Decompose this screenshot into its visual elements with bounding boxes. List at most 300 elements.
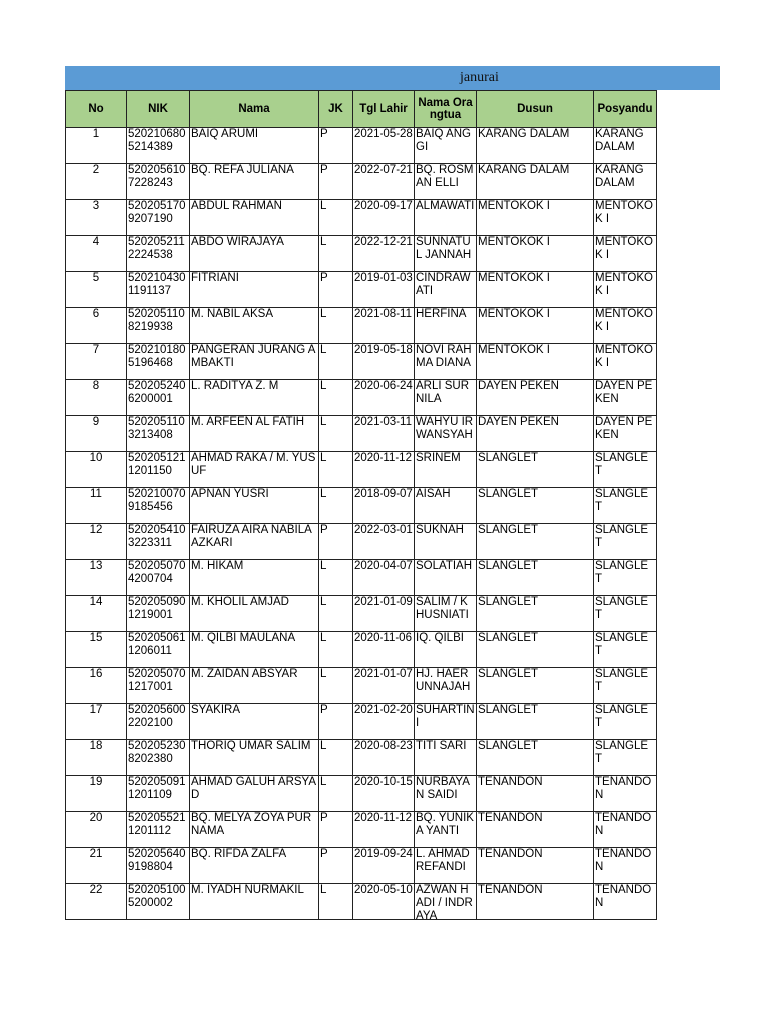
cell-nik-text: 5202056107228243 — [128, 164, 186, 189]
cell-nama-orangtua-text: CINDRAWATI — [416, 272, 471, 297]
col-header-posyandu[interactable]: Posyandu — [594, 91, 657, 128]
cell-posyandu-text: SLANGLET — [595, 668, 649, 693]
cell-tgl-lahir-text: 2021-05-28 — [354, 128, 413, 140]
cell-nama-text: THORIQ UMAR SALIM — [191, 740, 311, 752]
cell-tgl-lahir-text: 2020-05-10 — [354, 884, 413, 896]
cell-jk-text: L — [320, 560, 327, 572]
cell-tgl-lahir[interactable] — [353, 128, 415, 164]
cell-tgl-lahir[interactable] — [353, 200, 415, 236]
cell-posyandu[interactable] — [594, 668, 657, 704]
cell-jk[interactable] — [319, 452, 353, 488]
cell-jk[interactable] — [319, 560, 353, 596]
cell-posyandu[interactable] — [594, 164, 657, 200]
cell-dusun-text: MENTOKOK I — [478, 308, 550, 320]
cell-tgl-lahir[interactable] — [353, 848, 415, 884]
cell-jk-text: L — [320, 344, 327, 356]
cell-jk[interactable] — [319, 884, 353, 920]
cell-posyandu[interactable] — [594, 380, 657, 416]
cell-posyandu[interactable] — [594, 416, 657, 452]
cell-jk-text: L — [320, 452, 327, 464]
cell-nama[interactable] — [190, 488, 319, 524]
cell-jk[interactable] — [319, 596, 353, 632]
cell-nik-text: 5202104301191137 — [128, 272, 186, 297]
cell-posyandu[interactable] — [594, 632, 657, 668]
cell-dusun[interactable] — [477, 344, 594, 380]
cell-dusun[interactable] — [477, 776, 594, 812]
cell-tgl-lahir[interactable] — [353, 416, 415, 452]
cell-jk[interactable] — [319, 812, 353, 848]
cell-jk[interactable] — [319, 704, 353, 740]
cell-no[interactable] — [66, 632, 127, 668]
cell-no-text: 6 — [92, 308, 100, 320]
table-row — [66, 560, 657, 596]
cell-tgl-lahir-text: 2020-06-24 — [354, 380, 413, 392]
cell-nik-text: 5202050704200704 — [128, 560, 186, 585]
cell-dusun-text: SLANGLET — [478, 596, 539, 608]
cell-posyandu-text: TENANDON — [595, 812, 652, 837]
cell-tgl-lahir[interactable] — [353, 308, 415, 344]
cell-nik[interactable] — [127, 596, 190, 632]
cell-nik[interactable] — [127, 272, 190, 308]
cell-nik-text: 5202106805214389 — [128, 128, 186, 153]
cell-tgl-lahir-text: 2019-01-03 — [354, 272, 413, 284]
cell-no[interactable] — [66, 416, 127, 452]
cell-dusun[interactable] — [477, 380, 594, 416]
cell-posyandu-text: SLANGLET — [595, 740, 649, 765]
cell-jk[interactable] — [319, 524, 353, 560]
cell-posyandu[interactable] — [594, 812, 657, 848]
cell-nama-orangtua[interactable] — [415, 560, 477, 596]
cell-tgl-lahir-text: 2021-01-09 — [354, 596, 413, 608]
cell-jk[interactable] — [319, 416, 353, 452]
cell-nik-text: 5202101805196468 — [128, 344, 186, 369]
cell-no-text: 20 — [89, 812, 103, 824]
cell-nik[interactable] — [127, 632, 190, 668]
cell-dusun-text: MENTOKOK I — [478, 200, 550, 212]
table-row — [66, 632, 657, 668]
cell-dusun[interactable] — [477, 632, 594, 668]
cell-dusun-text: SLANGLET — [478, 632, 539, 644]
cell-no-text: 10 — [89, 452, 103, 464]
cell-nama-orangtua[interactable] — [415, 164, 477, 200]
cell-nik[interactable] — [127, 488, 190, 524]
cell-tgl-lahir-text: 2019-09-24 — [354, 848, 413, 860]
cell-posyandu[interactable] — [594, 344, 657, 380]
cell-nama[interactable] — [190, 164, 319, 200]
cell-no-text: 18 — [89, 740, 103, 752]
cell-nik[interactable] — [127, 236, 190, 272]
cell-dusun-text: SLANGLET — [478, 668, 539, 680]
cell-nama-orangtua-text: SUNNATUL JANNAH — [416, 236, 472, 261]
cell-nik[interactable] — [127, 884, 190, 920]
cell-nama-text: M. HIKAM — [191, 560, 244, 572]
cell-posyandu[interactable] — [594, 524, 657, 560]
cell-dusun[interactable] — [477, 524, 594, 560]
cell-jk[interactable] — [319, 668, 353, 704]
cell-tgl-lahir[interactable] — [353, 236, 415, 272]
cell-nama-orangtua[interactable] — [415, 416, 477, 452]
cell-tgl-lahir[interactable] — [353, 884, 415, 920]
cell-nik-text: 5202055211201112 — [128, 812, 186, 837]
cell-no-text: 13 — [89, 560, 103, 572]
table-row — [66, 236, 657, 272]
cell-jk-text: P — [320, 812, 328, 824]
cell-nik[interactable] — [127, 380, 190, 416]
cell-nama[interactable] — [190, 776, 319, 812]
cell-nama-text: AHMAD GALUH ARSYAD — [191, 776, 317, 801]
cell-posyandu[interactable] — [594, 848, 657, 884]
cell-tgl-lahir[interactable] — [353, 452, 415, 488]
cell-jk[interactable] — [319, 776, 353, 812]
col-header-nama[interactable]: Nama — [190, 91, 319, 128]
sheet-title: janurai — [460, 70, 499, 85]
cell-nama-orangtua[interactable] — [415, 308, 477, 344]
cell-posyandu[interactable] — [594, 704, 657, 740]
cell-no[interactable] — [66, 524, 127, 560]
cell-jk-text: L — [320, 740, 327, 752]
cell-dusun-text: TENANDON — [478, 848, 543, 860]
cell-posyandu-text: SLANGLET — [595, 488, 649, 513]
cell-posyandu[interactable] — [594, 596, 657, 632]
cell-no[interactable] — [66, 308, 127, 344]
cell-nama-text: FAIRUZA AIRA NABILA AZKARI — [191, 524, 312, 549]
cell-no[interactable] — [66, 128, 127, 164]
cell-nik[interactable] — [127, 812, 190, 848]
cell-jk-text: P — [320, 164, 328, 176]
cell-nama-orangtua[interactable] — [415, 884, 477, 920]
cell-jk[interactable] — [319, 344, 353, 380]
cell-nama-orangtua[interactable] — [415, 596, 477, 632]
cell-no[interactable] — [66, 848, 127, 884]
cell-jk[interactable] — [319, 308, 353, 344]
cell-no[interactable] — [66, 272, 127, 308]
cell-nama-orangtua[interactable] — [415, 488, 477, 524]
cell-nama-orangtua-text: ALMAWATI — [416, 200, 475, 212]
cell-tgl-lahir[interactable] — [353, 812, 415, 848]
cell-tgl-lahir[interactable] — [353, 272, 415, 308]
cell-nama[interactable] — [190, 380, 319, 416]
cell-nama[interactable] — [190, 812, 319, 848]
cell-nama[interactable] — [190, 704, 319, 740]
cell-dusun-text: SLANGLET — [478, 524, 539, 536]
cell-dusun[interactable] — [477, 812, 594, 848]
cell-dusun[interactable] — [477, 740, 594, 776]
cell-no[interactable] — [66, 812, 127, 848]
cell-nama-text: M. ZAIDAN ABSYAR — [191, 668, 298, 680]
cell-no[interactable] — [66, 884, 127, 920]
col-header-dusun[interactable]: Dusun — [477, 91, 594, 128]
cell-nik[interactable] — [127, 668, 190, 704]
table-row — [66, 308, 657, 344]
cell-nama[interactable] — [190, 740, 319, 776]
cell-nik[interactable] — [127, 452, 190, 488]
cell-nama[interactable] — [190, 884, 319, 920]
cell-posyandu[interactable] — [594, 776, 657, 812]
cell-no[interactable] — [66, 488, 127, 524]
cell-tgl-lahir-text: 2022-03-01 — [354, 524, 413, 536]
cell-nama[interactable] — [190, 560, 319, 596]
cell-dusun-text: MENTOKOK I — [478, 344, 550, 356]
cell-nama-orangtua-text: SUKNAH — [416, 524, 464, 536]
cell-no[interactable] — [66, 776, 127, 812]
cell-nik-text: 5202056002202100 — [128, 704, 186, 729]
cell-nama-orangtua[interactable] — [415, 128, 477, 164]
table-row — [66, 524, 657, 560]
cell-dusun[interactable] — [477, 200, 594, 236]
cell-nama-text: BQ. MELYA ZOYA PURNAMA — [191, 812, 312, 837]
cell-nama-orangtua[interactable] — [415, 380, 477, 416]
cell-posyandu[interactable] — [594, 452, 657, 488]
cell-no[interactable] — [66, 704, 127, 740]
cell-nik[interactable] — [127, 848, 190, 884]
cell-nama-orangtua[interactable] — [415, 740, 477, 776]
cell-jk-text: P — [320, 272, 328, 284]
cell-nama[interactable] — [190, 308, 319, 344]
cell-tgl-lahir-text: 2018-09-07 — [354, 488, 413, 500]
cell-nik-text: 5202051103213408 — [128, 416, 185, 441]
cell-nama-orangtua-text: SALIM / KHUSNIATI — [416, 596, 469, 621]
cell-jk[interactable] — [319, 380, 353, 416]
cell-dusun[interactable] — [477, 488, 594, 524]
cell-no[interactable] — [66, 236, 127, 272]
cell-nama-orangtua[interactable] — [415, 776, 477, 812]
cell-nama-orangtua[interactable] — [415, 848, 477, 884]
cell-nama-orangtua-text: BQ. ROSMAN ELLI — [416, 164, 474, 189]
cell-nama[interactable] — [190, 272, 319, 308]
cell-dusun[interactable] — [477, 272, 594, 308]
cell-nik[interactable] — [127, 416, 190, 452]
cell-jk-text: P — [320, 704, 328, 716]
cell-nama-orangtua[interactable] — [415, 704, 477, 740]
cell-tgl-lahir[interactable] — [353, 380, 415, 416]
cell-nik-text: 5202052308202380 — [128, 740, 186, 765]
cell-no[interactable] — [66, 596, 127, 632]
cell-nama-orangtua[interactable] — [415, 632, 477, 668]
cell-nama-orangtua-text: L. AHMAD REFANDI — [416, 848, 470, 873]
cell-nama-text: ABDUL RAHMAN — [191, 200, 282, 212]
cell-nik[interactable] — [127, 776, 190, 812]
cell-jk[interactable] — [319, 200, 353, 236]
col-header-jk[interactable]: JK — [319, 91, 353, 128]
cell-nama-text: L. RADITYA Z. M — [191, 380, 279, 392]
cell-jk-text: P — [320, 848, 328, 860]
cell-nik[interactable] — [127, 524, 190, 560]
cell-nik-text: 5202051211201150 — [128, 452, 186, 477]
cell-tgl-lahir-text: 2020-10-15 — [354, 776, 413, 788]
cell-dusun-text: TENANDON — [478, 884, 543, 896]
cell-posyandu-text: MENTOKOK I — [595, 308, 653, 333]
cell-nik-text: 5202050611206011 — [128, 632, 186, 657]
cell-tgl-lahir-text: 2022-12-21 — [354, 236, 413, 248]
cell-dusun[interactable] — [477, 848, 594, 884]
cell-no-text: 9 — [92, 416, 100, 428]
cell-jk-text: L — [320, 236, 327, 248]
cell-nama[interactable] — [190, 596, 319, 632]
cell-dusun[interactable] — [477, 560, 594, 596]
cell-no[interactable] — [66, 560, 127, 596]
cell-tgl-lahir[interactable] — [353, 344, 415, 380]
cell-posyandu-text: SLANGLET — [595, 524, 649, 549]
cell-jk[interactable] — [319, 164, 353, 200]
cell-tgl-lahir-text: 2022-07-21 — [354, 164, 413, 176]
cell-nama-orangtua[interactable] — [415, 344, 477, 380]
table-row — [66, 416, 657, 452]
cell-dusun-text: MENTOKOK I — [478, 236, 550, 248]
table-row — [66, 596, 657, 632]
cell-nama[interactable] — [190, 236, 319, 272]
cell-nama-orangtua[interactable] — [415, 272, 477, 308]
cell-no-text: 4 — [92, 236, 100, 248]
cell-no-text: 15 — [89, 632, 103, 644]
cell-nama-orangtua-text: WAHYU IRWANSYAH — [416, 416, 474, 441]
cell-dusun[interactable] — [477, 416, 594, 452]
cell-nama-orangtua[interactable] — [415, 524, 477, 560]
col-header-tgl-lahir[interactable]: Tgl Lahir — [353, 91, 415, 128]
cell-dusun[interactable] — [477, 704, 594, 740]
cell-tgl-lahir[interactable] — [353, 668, 415, 704]
cell-tgl-lahir-text: 2019-05-18 — [354, 344, 413, 356]
cell-nik[interactable] — [127, 740, 190, 776]
cell-jk-text: L — [320, 200, 327, 212]
cell-nama[interactable] — [190, 452, 319, 488]
cell-no[interactable] — [66, 344, 127, 380]
cell-nama[interactable] — [190, 344, 319, 380]
cell-jk[interactable] — [319, 740, 353, 776]
cell-jk[interactable] — [319, 272, 353, 308]
cell-tgl-lahir-text: 2020-04-07 — [354, 560, 413, 572]
cell-nama-orangtua[interactable] — [415, 452, 477, 488]
cell-jk[interactable] — [319, 632, 353, 668]
cell-nama[interactable] — [190, 416, 319, 452]
cell-nik[interactable] — [127, 704, 190, 740]
col-header-nama-orangtua[interactable]: Nama Orangtua — [415, 91, 477, 128]
cell-posyandu[interactable] — [594, 488, 657, 524]
cell-dusun-text: DAYEN PEKEN — [478, 416, 559, 428]
cell-tgl-lahir[interactable] — [353, 704, 415, 740]
cell-nik[interactable] — [127, 200, 190, 236]
cell-nama[interactable] — [190, 632, 319, 668]
cell-jk-text: L — [320, 380, 327, 392]
cell-nik[interactable] — [127, 344, 190, 380]
cell-posyandu[interactable] — [594, 200, 657, 236]
cell-posyandu[interactable] — [594, 884, 657, 920]
cell-no-text: 5 — [92, 272, 100, 284]
cell-nik-text: 5202051709207190 — [128, 200, 186, 225]
cell-nama-orangtua-text: TITI SARI — [416, 740, 467, 752]
cell-nama-orangtua-text: ARLI SURNILA — [416, 380, 470, 405]
cell-no[interactable] — [66, 380, 127, 416]
cell-dusun-text: KARANG DALAM — [478, 164, 570, 176]
cell-no-text: 3 — [92, 200, 100, 212]
cell-jk[interactable] — [319, 128, 353, 164]
cell-jk[interactable] — [319, 488, 353, 524]
cell-posyandu[interactable] — [594, 308, 657, 344]
cell-posyandu[interactable] — [594, 236, 657, 272]
cell-nik[interactable] — [127, 560, 190, 596]
cell-tgl-lahir-text: 2020-11-06 — [354, 632, 412, 644]
cell-dusun[interactable] — [477, 668, 594, 704]
cell-no[interactable] — [66, 668, 127, 704]
cell-posyandu[interactable] — [594, 740, 657, 776]
cell-nama[interactable] — [190, 848, 319, 884]
cell-tgl-lahir[interactable] — [353, 164, 415, 200]
cell-jk-text: L — [320, 884, 327, 896]
cell-jk-text: L — [320, 776, 327, 788]
table-row — [66, 668, 657, 704]
cell-dusun[interactable] — [477, 308, 594, 344]
cell-posyandu[interactable] — [594, 272, 657, 308]
cell-no-text: 19 — [89, 776, 103, 788]
cell-nama-text: APNAN YUSRI — [191, 488, 269, 500]
cell-nama-orangtua-text: SUHARTINI — [416, 704, 475, 729]
cell-dusun-text: SLANGLET — [478, 560, 539, 572]
cell-posyandu-text: MENTOKOK I — [595, 272, 653, 297]
cell-nama-orangtua[interactable] — [415, 200, 477, 236]
cell-nama[interactable] — [190, 200, 319, 236]
cell-no[interactable] — [66, 740, 127, 776]
cell-tgl-lahir[interactable] — [353, 560, 415, 596]
cell-dusun-text: SLANGLET — [478, 740, 539, 752]
cell-no[interactable] — [66, 452, 127, 488]
cell-tgl-lahir[interactable] — [353, 596, 415, 632]
cell-tgl-lahir-text: 2021-08-11 — [354, 308, 412, 320]
cell-dusun[interactable] — [477, 884, 594, 920]
cell-jk[interactable] — [319, 236, 353, 272]
cell-tgl-lahir[interactable] — [353, 776, 415, 812]
cell-tgl-lahir[interactable] — [353, 740, 415, 776]
cell-nama-text: FITRIANI — [191, 272, 239, 284]
col-header-nik[interactable]: NIK — [127, 91, 190, 128]
cell-dusun[interactable] — [477, 164, 594, 200]
cell-tgl-lahir[interactable] — [353, 632, 415, 668]
cell-jk-text: L — [320, 668, 327, 680]
cell-nama[interactable] — [190, 524, 319, 560]
cell-nama[interactable] — [190, 668, 319, 704]
table-row — [66, 452, 657, 488]
cell-posyandu[interactable] — [594, 560, 657, 596]
cell-nik-text: 5202056409198804 — [128, 848, 186, 873]
cell-nama[interactable] — [190, 128, 319, 164]
cell-nama-orangtua[interactable] — [415, 812, 477, 848]
cell-posyandu-text: KARANG DALAM — [595, 164, 644, 189]
cell-tgl-lahir[interactable] — [353, 488, 415, 524]
cell-no-text: 7 — [92, 344, 100, 356]
cell-nama-text: M. QILBI MAULANA — [191, 632, 296, 644]
cell-dusun-text: TENANDON — [478, 776, 543, 788]
cell-posyandu[interactable] — [594, 128, 657, 164]
cell-dusun[interactable] — [477, 128, 594, 164]
cell-no-text: 1 — [92, 128, 100, 140]
cell-nama-orangtua[interactable] — [415, 236, 477, 272]
cell-tgl-lahir-text: 2020-09-17 — [354, 200, 413, 212]
cell-no-text: 11 — [90, 488, 102, 500]
cell-nik[interactable] — [127, 128, 190, 164]
cell-nik[interactable] — [127, 164, 190, 200]
cell-nik-text: 5202050701217001 — [128, 668, 186, 693]
cell-nik[interactable] — [127, 308, 190, 344]
cell-no[interactable] — [66, 200, 127, 236]
col-header-no[interactable]: No — [66, 91, 127, 128]
cell-jk[interactable] — [319, 848, 353, 884]
cell-posyandu-text: MENTOKOK I — [595, 344, 653, 369]
cell-nama-orangtua[interactable] — [415, 668, 477, 704]
cell-tgl-lahir[interactable] — [353, 524, 415, 560]
cell-dusun[interactable] — [477, 236, 594, 272]
cell-dusun[interactable] — [477, 452, 594, 488]
cell-no[interactable] — [66, 164, 127, 200]
cell-dusun[interactable] — [477, 596, 594, 632]
cell-tgl-lahir-text: 2020-11-12 — [354, 812, 412, 824]
